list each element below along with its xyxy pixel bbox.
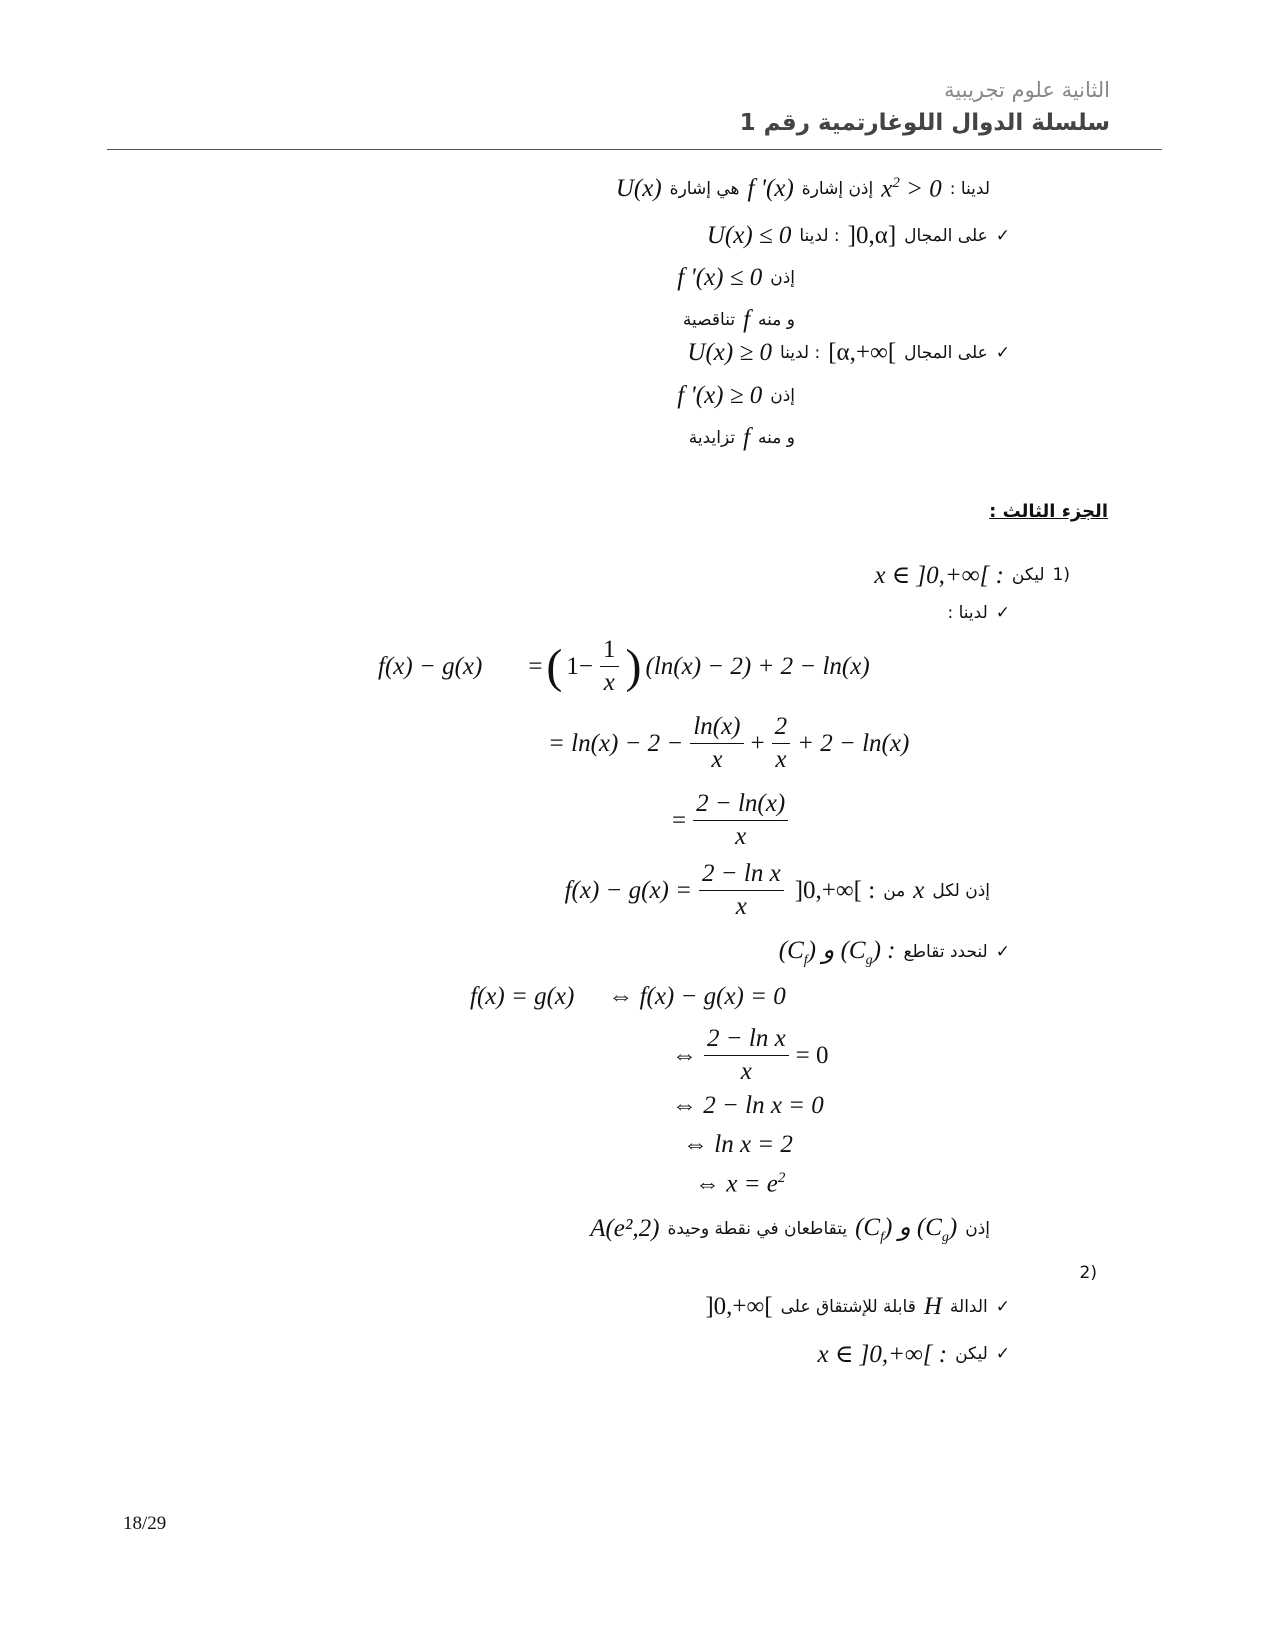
text-differentiable-on: قابلة للإشتقاق على [780,1297,916,1317]
text-let: ليكن [1011,565,1045,585]
math-x-squared: $x^2 > 0$ [881,175,942,203]
text-then: إذن [770,268,795,288]
text-hence: و منه [758,310,795,330]
math-conclusion-eq: f(x) − g(x) = $\frac{\text{2 − ln x}}{x}$ [565,860,787,922]
solve-step-5: ⇔ $x = e^2$ [695,1170,786,1198]
text-hence: و منه [758,428,795,448]
check-icon: ✓ [995,343,1010,363]
text-we-have-2: : لدينا [799,226,840,246]
text-we-have-3: : لدينا [779,343,821,363]
solve-step-1 [470,983,786,1011]
math-interval1: ]0,α] [847,222,897,249]
we-have-line [947,603,1010,623]
math-fprime-le0: f '(x) ≤ 0 [677,264,763,291]
math-x-in-domain: x ∈ ]0,+∞[ : [817,1341,948,1368]
text-then-for-all: إذن لكل [932,880,990,901]
paren-close: ) [625,639,642,693]
solve-step-2 [672,1025,829,1087]
text-on-interval: على المجال [904,226,988,246]
conclusion-line [565,860,990,922]
text-we-have: لدينا : [949,179,990,200]
math-eq1-rest: (ln(x) − 2) + 2 − ln(x) [645,652,870,680]
fraction-solve2: $\frac{\text{2 − ln x}}{x}$ [704,1025,789,1087]
text-let: ليكن [955,1344,988,1364]
sign-statement [616,175,990,203]
math-x: x [913,876,925,904]
math-eq-zero: = 0 [795,1041,829,1069]
math-fprime: f '(x) [747,175,794,203]
text-from: من [883,880,906,901]
equation-line-2 [548,713,909,775]
header-level: الثانية علوم تجريبية [944,78,1110,102]
text-decreasing: تناقصية [682,310,736,330]
equals-sign: = [672,806,687,834]
math-fprime-ge0: f '(x) ≥ 0 [677,382,763,409]
equation-line-3 [672,790,791,852]
q1-line [874,560,1070,590]
text-then-sign: إذن إشارة [801,179,874,200]
increasing-line [689,424,795,452]
fraction-eq3: $\frac{2 - \ln(x)}{x}$ [693,790,788,852]
plus-sign: + [750,729,765,757]
check-icon: ✓ [995,942,1010,962]
math-ux-ge0: U(x) ≥ 0 [687,339,772,366]
check-icon: ✓ [995,603,1010,623]
question-number-2: (2 [1079,1263,1097,1283]
check-icon: ✓ [995,1297,1010,1317]
math-domain: ]0,+∞[ [705,1293,773,1320]
h-differentiable-line [705,1293,1010,1321]
math-f-minus-g: f(x) − g(x) [378,652,483,680]
math-eq2-a: = ln(x) − 2 − [548,729,684,757]
question-number-1: (1 [1052,565,1070,585]
math-curves: $(C_f)$ و $(C_g)$ [855,1214,958,1245]
equation-line-1 [378,636,870,698]
math-point-a: A(e²,2) [590,1215,660,1242]
math-one: 1− [566,652,594,680]
check-icon: ✓ [995,226,1010,246]
fraction-2-over-x: $\frac{2}{x}$ [772,713,791,775]
interval1-line [707,222,1010,250]
let2-line [818,1339,1010,1369]
deriv-neg-line [677,264,795,292]
equals-sign: = [528,652,543,680]
deriv-pos-line [677,382,795,410]
math-f: f [743,424,751,451]
header-divider [107,149,1162,150]
solve-step-4: ⇔ ln x = 2 [683,1131,793,1158]
math-eq2-c: + 2 − ln(x) [797,729,910,757]
iff-symbol: ⇔ [672,1041,697,1069]
math-h: H [923,1293,942,1320]
final-line [590,1212,990,1246]
math-f: f [743,306,751,333]
text-function: الدالة [949,1297,988,1317]
math-interval2: [α,+∞[ [828,339,897,366]
decreasing-line [683,306,795,334]
text-then: إذن [770,386,795,406]
text-is-sign: هي إشارة [669,179,740,200]
interval2-line [687,339,1010,367]
math-ux-le0: U(x) ≤ 0 [706,222,792,249]
fraction-one-over-x: $\frac{1}{x}$ [600,636,619,698]
text-we-have-4: لدينا : [947,603,988,623]
math-x-in-domain: x ∈ ]0,+∞[ : [874,562,1004,589]
section-heading-part3: الجزء الثالث : [989,501,1108,522]
solve-step-3: ⇔ 2 − ln x = 0 [672,1092,824,1119]
math-curves: $(C_f)$ و $(C_g)$ : [778,937,896,968]
text-increasing: تزايدية [688,428,736,448]
math-f-eq-g: f(x) = g(x) [470,983,575,1010]
text-then: إذن [965,1219,990,1239]
text-intersect-once: يتقاطعان في نقطة وحيدة [667,1219,848,1239]
paren-open: ( [546,639,563,693]
check-icon: ✓ [995,1344,1010,1364]
fraction-lnx-over-x: $\frac{\ln(x)}{x}$ [690,713,743,775]
page-number: 18/29 [123,1513,167,1534]
math-ux: U(x) [615,175,662,203]
text-find-intersection: لنحدد تقاطع [903,942,988,962]
math-diff-zero: ⇔ f(x) − g(x) = 0 [608,983,786,1010]
intersection-line [779,935,1010,969]
header-title: سلسلة الدوال اللوغارتمية رقم 1 [739,110,1110,136]
math-domain: ]0,+∞[ : [794,876,876,904]
text-on-interval: على المجال [904,343,988,363]
